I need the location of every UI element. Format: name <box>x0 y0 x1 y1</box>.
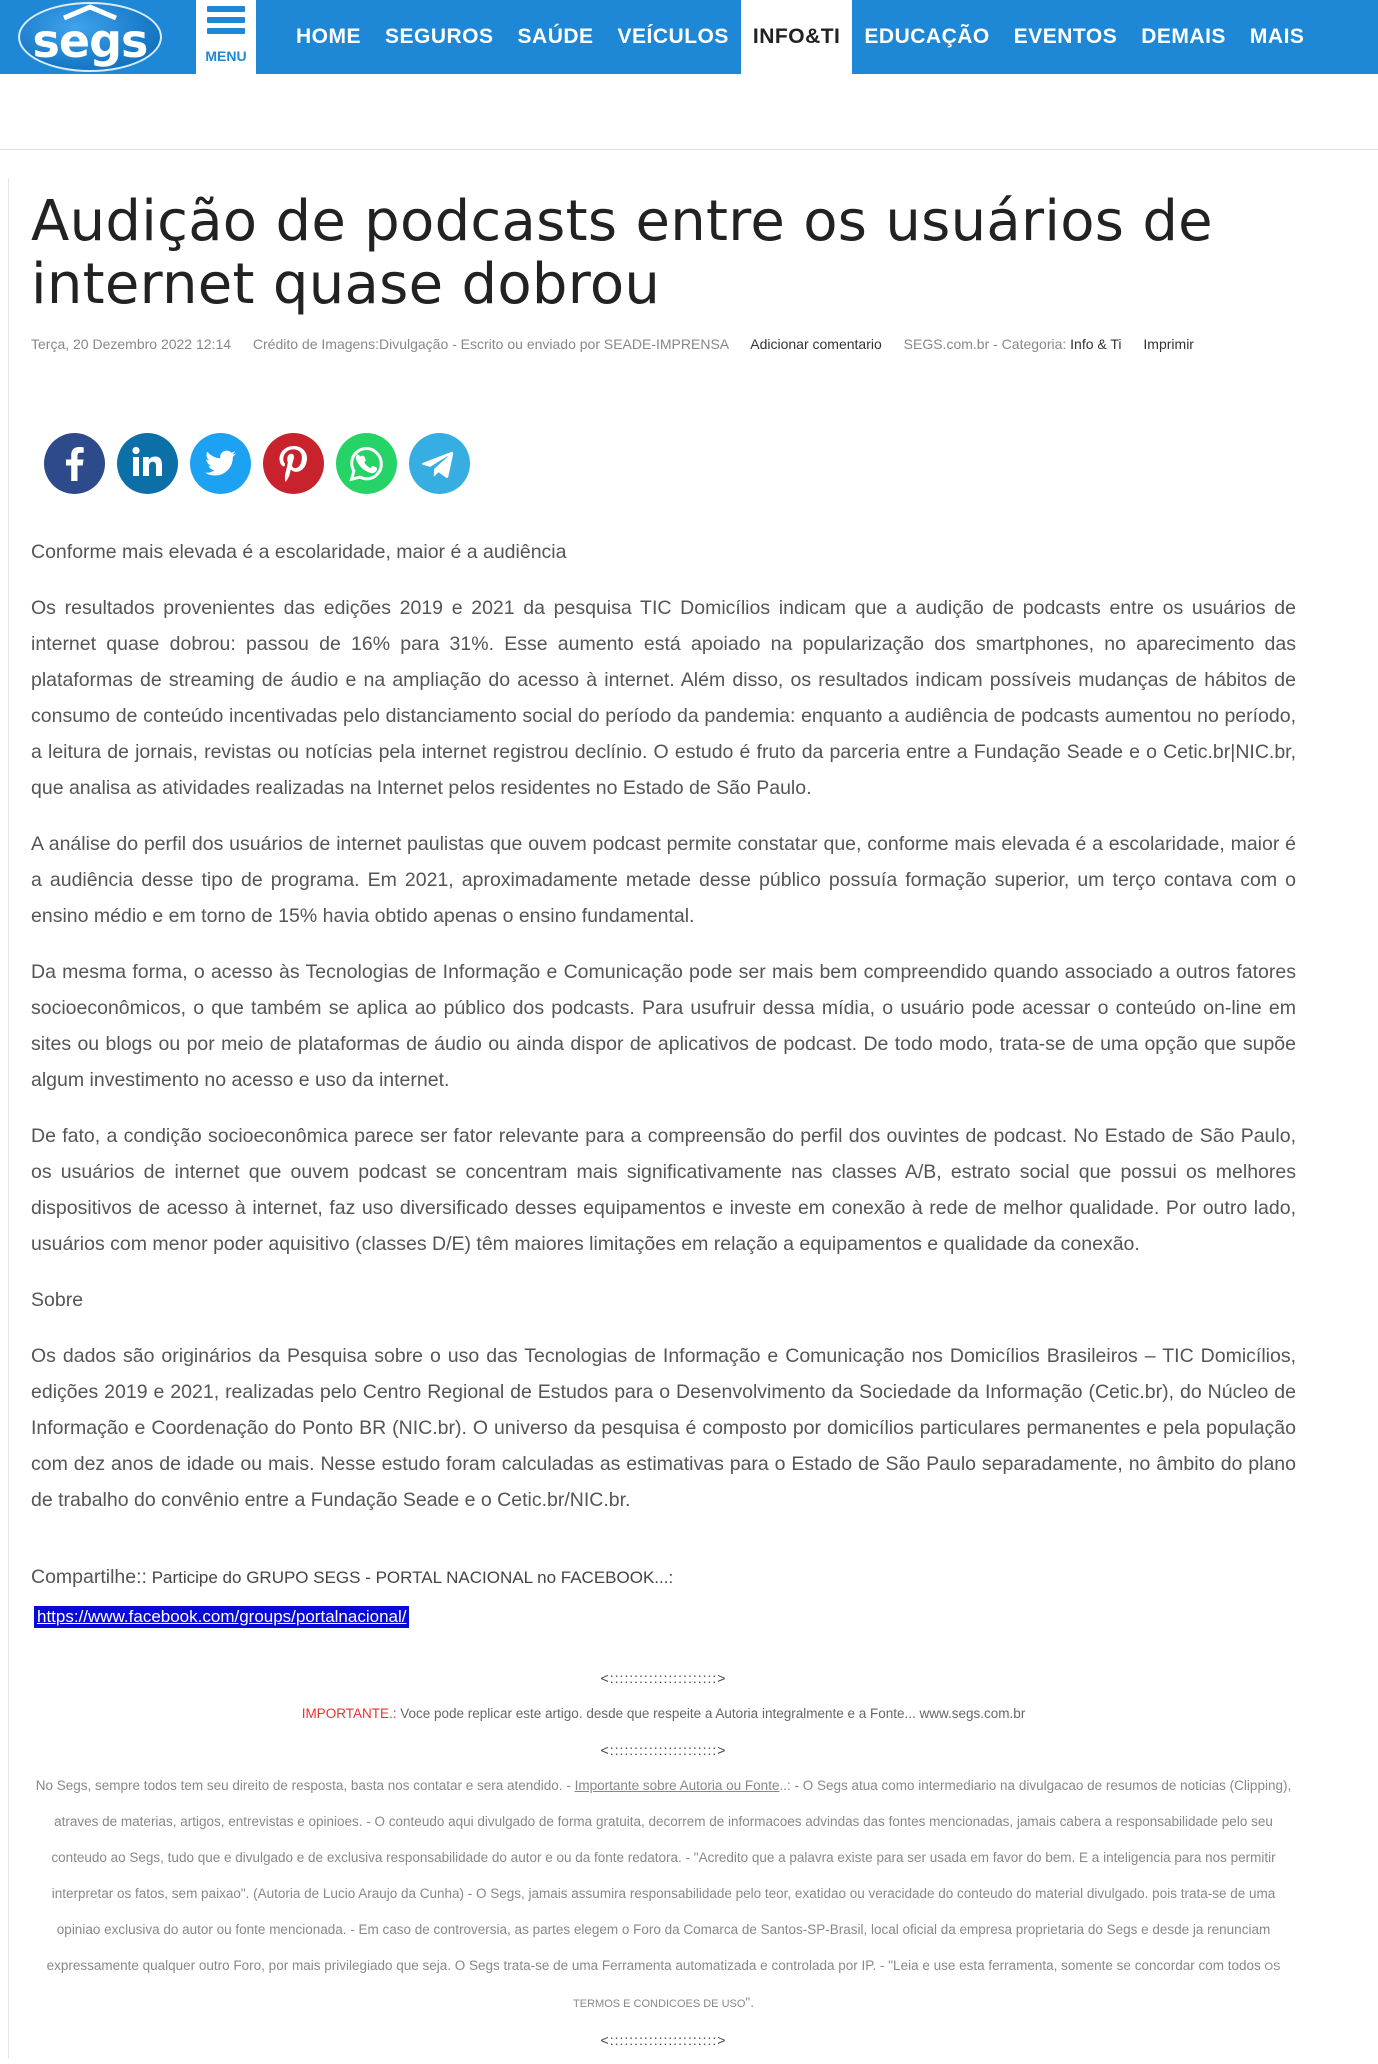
disclaimer <box>31 1768 1296 2022</box>
disclaimer-end: ". <box>745 1995 754 2010</box>
page-title: Audição de podcasts entre os usuários de internet quase dobrou <box>31 189 1213 317</box>
separator: <::::::::::::::::::::::> <box>600 2032 727 2048</box>
separator: <::::::::::::::::::::::> <box>600 1742 727 1758</box>
nav-item-info-ti[interactable]: INFO&TI <box>741 0 853 74</box>
segs-logo[interactable] <box>0 0 195 74</box>
important-text: Voce pode replicar este artigo. desde que respeite a Autoria integralmente e a Fonte... www.segs.com.br <box>396 1706 1026 1721</box>
nav-item-veiculos[interactable]: VEÍCULOS <box>617 25 729 48</box>
left-divider <box>8 178 9 2058</box>
article-date: Terça, 20 Dezembro 2022 12:14 <box>31 336 232 352</box>
terms-link[interactable]: OS TERMOS E CONDICOES DE USO <box>573 1961 1281 2010</box>
authorship-link[interactable]: Importante sobre Autoria ou Fonte <box>574 1778 780 1793</box>
disclaimer-text: No Segs, sempre todos tem seu direito de resposta, basta nos contatar e sera atendido. - <box>35 1778 575 1793</box>
important-label: IMPORTANTE.: <box>301 1706 397 1721</box>
article-header <box>31 190 1296 352</box>
important-notice <box>31 1696 1296 1732</box>
facebook-group-link[interactable]: https://www.facebook.com/groups/portalnacional/ <box>34 1606 409 1628</box>
article-paragraph: Da mesma forma, o acesso às Tecnologias de Informação e Comunicação pode ser mais bem compreendido quando associado a outros fatores socioeconômicos, o que também se aplica ao público dos podcasts. Para usufruir dessa mídia, o usuário pode acessar o conteúdo on-line em sites ou blogs ou por meio de plataformas de áudio ou ainda dispor de aplicativos de podcast. De todo modo, trata-se de uma opção que supõe algum investimento no acesso e uso da internet. <box>31 961 1296 1091</box>
article-paragraph: Os resultados provenientes das edições 2019 e 2021 da pesquisa TIC Domicílios indicam que a audição de podcasts entre os usuários de internet quase dobrou: passou de 16% para 31%. Esse aumento está apoiado na popularização dos smartphones, no aparecimento das plataformas de streaming de áudio e na ampliação do acesso à internet. Além disso, os resultados indicam possíveis mudanças de hábitos de consumo de conteúdo incentivadas pelo distanciamento social do período da pandemia: enquanto a audiência de podcasts aumentou no período, a leitura de jornais, revistas ou notícias pela internet registrou declínio. O estudo é fruto da parceria entre a Fundação Seade e o Cetic.br|NIC.br, que analisa as atividades realizadas na Internet pelos residentes no Estado de São Paulo. <box>31 597 1296 799</box>
main-nav <box>284 0 1316 74</box>
nav-item-educacao[interactable]: EDUCAÇÃO <box>864 25 990 48</box>
top-navbar <box>0 0 1378 74</box>
separator: <::::::::::::::::::::::> <box>600 1670 727 1686</box>
nav-item-home[interactable]: HOME <box>296 25 361 48</box>
telegram-icon[interactable] <box>409 433 470 494</box>
article-paragraph: Os dados são originários da Pesquisa sobre o uso das Tecnologias de Informação e Comunicação nos Domicílios Brasileiros – TIC Domicílios, edições 2019 e 2021, realizadas pelo Centro Regional de Estudos para o Desenvolvimento da Sociedade da Informação (Cetic.br), do Núcleo de Informação e Coordenação do Ponto BR (NIC.br). O universo da pesquisa é composto por domicílios particulares permanentes e pela população com dez anos de idade ou mais. Nesse estudo foram calculadas as estimativas para o Estado de São Paulo separadamente, no âmbito do plano de trabalho do convênio entre a Fundação Seade e o Cetic.br/NIC.br. <box>31 1345 1296 1511</box>
article-credit: Crédito de Imagens:Divulgação - Escrito ou enviado por SEADE-IMPRENSA <box>252 336 730 352</box>
nav-item-saude[interactable]: SAÚDE <box>517 25 594 48</box>
nav-item-demais[interactable]: DEMAIS <box>1141 25 1226 48</box>
menu-button[interactable] <box>196 0 256 74</box>
menu-label: MENU <box>205 48 247 64</box>
nav-item-mais[interactable]: MAIS <box>1249 25 1305 48</box>
article-footer <box>31 1660 1296 2058</box>
nav-item-eventos[interactable]: EVENTOS <box>1013 25 1118 48</box>
twitter-icon[interactable] <box>190 433 251 494</box>
article-body <box>31 534 1296 1538</box>
ad-bar <box>0 74 1378 150</box>
logo-text: segs <box>32 14 148 68</box>
whatsapp-icon[interactable] <box>336 433 397 494</box>
nav-item-seguros[interactable]: SEGUROS <box>385 25 494 48</box>
article-paragraph: Conforme mais elevada é a escolaridade, maior é a audiência <box>31 541 567 563</box>
share-buttons <box>44 433 482 494</box>
category-prefix: SEGS.com.br - Categoria: <box>903 336 1067 352</box>
facebook-icon[interactable] <box>44 433 105 494</box>
print-link[interactable]: Imprimir <box>1143 336 1194 352</box>
article-paragraph: De fato, a condição socioeconômica parece ser fator relevante para a compreensão do perfil dos ouvintes de podcast. No Estado de São Paulo, os usuários de internet que ouvem podcast se concentram mais significativamente nas classes A/B, estrato social que possui os melhores dispositivos de acesso à internet, faz uso diversificado desses equipamentos e investe em conexão à rede de melhor qualidade. Por outro lado, usuários com menor poder aquisitivo (classes D/E) têm maiores limitações em relação a equipamentos e qualidade da conexão. <box>31 1125 1296 1255</box>
section-heading-sobre: Sobre <box>31 1289 84 1311</box>
linkedin-icon[interactable] <box>117 433 178 494</box>
pinterest-icon[interactable] <box>263 433 324 494</box>
category-link[interactable]: Info & Ti <box>1070 336 1122 352</box>
share-label: Compartilhe:: <box>31 1566 147 1588</box>
article-paragraph: A análise do perfil dos usuários de internet paulistas que ouvem podcast permite constatar que, conforme mais elevada é a escolaridade, maior é a audiência desse tipo de programa. Em 2021, aproximadamente metade desse público possuía formação superior, um terço contava com o ensino médio e em torno de 15% havia obtido apenas o ensino fundamental. <box>31 833 1296 927</box>
add-comment-link[interactable]: Adicionar comentario <box>750 336 882 352</box>
hamburger-icon <box>207 6 245 39</box>
article-meta <box>31 336 1296 352</box>
share-group-text: Participe do GRUPO SEGS - PORTAL NACIONAL no FACEBOOK...: <box>146 1568 674 1587</box>
disclaimer-text: ..: - O Segs atua como intermediario na divulgacao de resumos de noticias (Clipping), atraves de materias, artigos, entrevistas e opinioes. - O conteudo aqui divulgado de forma gratuita, decorrem de informacoes advindas das fontes mencionadas, jamais cabera a responsabilidade pelo seu conteudo ao Segs, tudo que e divulgado e de exclusiva responsabilidade do autor e ou da fonte redatora. - "Acredito que a palavra existe para ser usada em favor do bem. E a inteligencia para nos permitir interpretar os fatos, sem paixao". (Autoria de Lucio Araujo da Cunha) - O Segs, jamais assumira responsabilidade pelo teor, exatidao ou veracidade do conteudo do material divulgado. pois trata-se de uma opiniao exclusiva do autor ou fonte mencionada. - Em caso de controversia, as partes elegem o Foro da Comarca de Santos-SP-Brasil, local oficial da empresa proprietaria do Segs e desde ja renunciam expressamente qualquer outro Foro, por mais privilegiado que seja. O Segs trata-se de uma Ferramenta automatizada e controlada por IP. - "Leia e use esta ferramenta, somente se concordar com todos <box>46 1778 1292 1973</box>
share-group-line <box>31 1566 673 1589</box>
